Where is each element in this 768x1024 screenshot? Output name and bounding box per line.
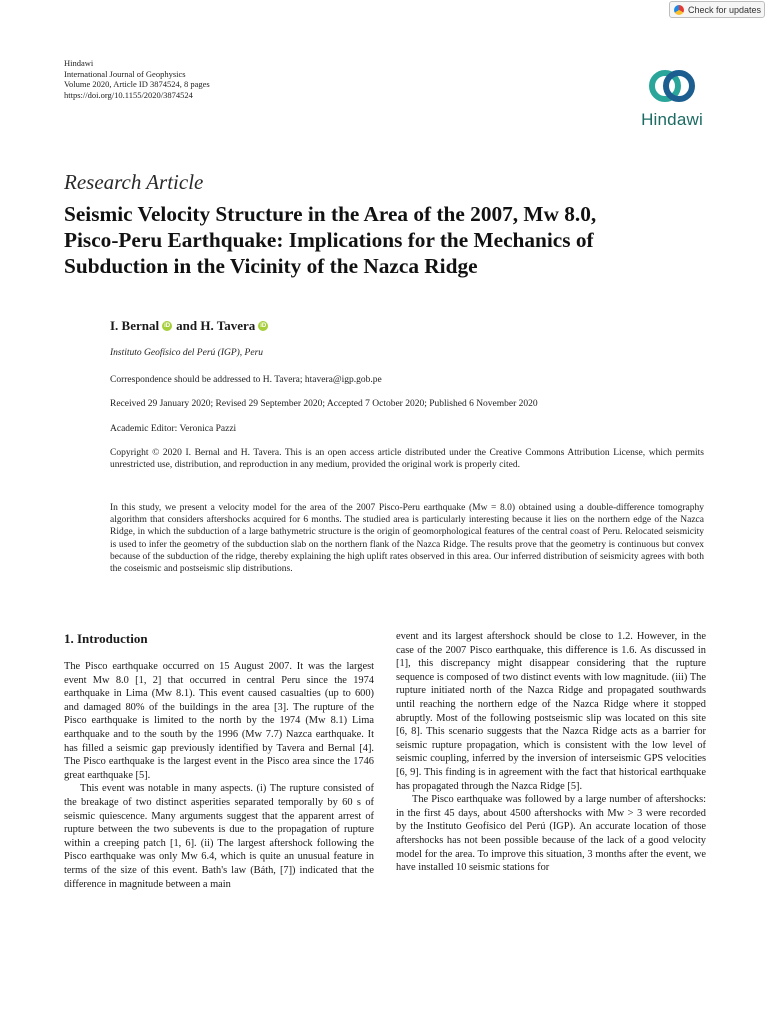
article-title xyxy=(64,201,714,279)
correspondence: Correspondence should be addressed to H. Tavera; htavera@igp.gob.pe xyxy=(110,375,382,385)
doi-link[interactable]: https://doi.org/10.1155/2020/3874524 xyxy=(64,89,193,100)
author-tavera[interactable]: and H. Tavera xyxy=(176,318,256,333)
abstract: In this study, we present a velocity model for the area of the 2007 Pisco-Peru earthquake (Mw = 8.0) obtained using a double-difference tomography algorithm that considers aftershocks acquired for 6 months. The studied area is particularly interesting because it lies on the northern edge of the Nazca Ridge, in which the subduction of a large bathymetric structure is the origin of geomorphological features of the central coast of Peru. Relocated seismicity is used to infer the geometry of the subduction slab on the northern flank of the Nazca Ridge. The results prove that the geometry is continuous but convex because of the subduction of the ridge, thereby explaining the high uplift rates observed in this area. Our inferred distribution of seismicity agrees with both the coseismic and postseismic slip distributions. xyxy=(110,503,704,575)
crossmark-icon xyxy=(674,5,684,15)
paragraph: event and its largest aftershock should be close to 1.2. However, in the case of the 2007 Pisco earthquake, this difference is 1.6. As discussed in [1], this discrepancy might disappear considering that the rupture sequence is composed of two distinct events with low magnitude. (iii) The rupture initiated north of the Nazca Ridge and propagated southwards until reaching the northern edge of the Nazca Ridge where it stopped abruptly. Most of the following postseismic slip was located on this site [6, 8]. This scenario suggests that the Nazca Ridge acts as a barrier for seismic rupture propagation, which is consistent with the low level of seismic coupling, inferred by the inversion of interseismic GPS velocities [6, 9]. This finding is in agreement with the fact that historical earthquake has propagated through the Nazca Ridge [5]. xyxy=(396,631,706,792)
check-for-updates-label: Check for updates xyxy=(688,4,762,15)
paragraph: The Pisco earthquake occurred on 15 August 2007. It was the largest event Mw 8.0 [1, 2] that occurred in central Peru since the 1974 earthquake in Lima (Mw 8.1). This event caused casualties (up to 600) and damaged 80% of the buildings in the area [3]. The rupture of the Pisco earthquake is limited to the north by the 1974 (Mw 8.1) Lima earthquake and to the south by the 1996 (Mw 7.7) Nazca earthquake. It has filled a seismic gap previously identified by Tavera and Bernal [4]. The Pisco earthquake is the largest event in the Pisco area since the 1746 great earthquake [5]. xyxy=(64,661,374,781)
paragraph: This event was notable in many aspects. (i) The rupture consisted of the breakage of two distinct asperities separated temporally by 60 s of seismic quiescence. Many arguments suggest that the apparent arrest of rupture between the two subevents is due to the propagation of rupture within a creeping patch [1, 6]. (ii) The largest aftershock following the Pisco earthquake was only Mw 6.4, which is quite an unusual feature in terms of the size of this event. Bath's law (Báth, [7]) indicated that the difference in magnitude between a main xyxy=(64,783,374,890)
affiliation: Instituto Geofísico del Perú (IGP), Peru xyxy=(110,348,264,358)
title-line: Pisco-Peru Earthquake: Implications for the Mechanics of xyxy=(64,228,594,252)
article-type: Research Article xyxy=(64,170,204,194)
copyright-notice: Copyright © 2020 I. Bernal and H. Tavera. This is an open access article distributed under the Creative Commons Attribution License, which permits unrestricted use, distribution, and reproduction in any medium, provided the original work is properly cited. xyxy=(110,448,704,471)
author-bernal[interactable]: I. Bernal xyxy=(110,318,160,333)
check-for-updates-button[interactable] xyxy=(669,1,765,18)
title-line: Subduction in the Vicinity of the Nazca Ridge xyxy=(64,254,478,278)
publisher: Hindawi xyxy=(64,58,94,68)
hindawi-logo-text: Hindawi xyxy=(641,110,703,129)
academic-editor: Academic Editor: Veronica Pazzi xyxy=(110,424,237,434)
text-column-left xyxy=(64,660,374,891)
text-column-right xyxy=(396,630,706,875)
volume-info: Volume 2020, Article ID 3874524, 8 pages xyxy=(64,79,210,89)
orcid-icon[interactable]: iD xyxy=(260,323,267,329)
paragraph: The Pisco earthquake was followed by a large number of aftershocks: in the first 45 days, about 4500 aftershocks with Mw > 3 were recorded by the Instituto Geofísico del Perú (IGP). An accurate location of those aftershocks has not been possible because of the lack of a good velocity model for the area. To improve this situation, 3 months after the event, we have installed 10 seismic stations for xyxy=(396,794,706,874)
publication-dates: Received 29 January 2020; Revised 29 September 2020; Accepted 7 October 2020; Published 6 November 2020 xyxy=(110,399,538,409)
authors xyxy=(110,318,272,334)
journal-name: International Journal of Geophysics xyxy=(64,68,186,79)
journal-meta xyxy=(64,58,210,100)
title-line: Seismic Velocity Structure in the Area of the 2007, Mw 8.0, xyxy=(64,202,597,226)
section-heading-introduction: 1. Introduction xyxy=(64,631,148,646)
orcid-icon[interactable]: iD xyxy=(164,323,171,329)
